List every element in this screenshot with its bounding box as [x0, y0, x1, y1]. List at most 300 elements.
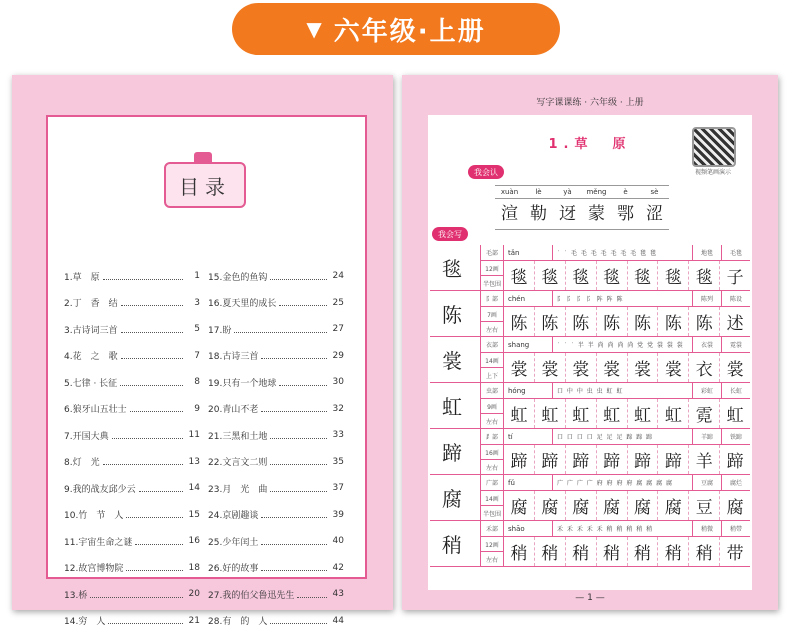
practice-row	[481, 491, 750, 520]
structure: 左右	[481, 414, 503, 428]
toc-page-number: 1	[186, 271, 200, 281]
stroke-order: ˙ ˙ ˙ 半 半 尚 尚 尚 尚 党 党 裳 裳 裳	[553, 337, 693, 352]
practice-cell[interactable]: 衣	[689, 353, 720, 382]
stroke-order: 口 中 中 虫 虫 虹 虹	[553, 383, 693, 398]
practice-cell[interactable]: 稍	[597, 537, 628, 566]
read-pinyin: lè	[524, 185, 553, 199]
write-info	[481, 291, 750, 307]
toc-page-number: 18	[186, 563, 200, 573]
toc-leader	[279, 379, 327, 386]
practice-row	[481, 307, 750, 336]
write-body	[481, 291, 750, 336]
write-row	[430, 291, 750, 337]
practice-cell[interactable]: 毯	[535, 261, 566, 290]
word-1: 豆腐	[693, 475, 722, 490]
toc-entry[interactable]	[208, 535, 352, 548]
toc-leader	[139, 485, 183, 492]
toc-page-number: 21	[186, 616, 200, 626]
stroke-order: 口 口 口 口 足 足 足 蹄 蹄 蹄	[553, 429, 693, 444]
toc-leader	[270, 458, 327, 465]
toc-frame	[46, 115, 367, 579]
practice-cell[interactable]: 蹄	[535, 445, 566, 474]
word-2: 稍带	[722, 521, 750, 536]
practice-cell[interactable]: 裳	[566, 353, 597, 382]
practice-cell[interactable]: 稍	[535, 537, 566, 566]
toc-row	[64, 528, 352, 555]
model-character: 稍	[442, 529, 462, 558]
practice-cell[interactable]: 陈	[535, 307, 566, 336]
toc-page-number: 44	[330, 616, 344, 626]
word-1: 地毯	[693, 245, 722, 260]
structure: 左右	[481, 460, 503, 474]
radical: 禾部	[481, 521, 504, 536]
toc-entry-title: 10.竹 节 人	[64, 508, 123, 521]
character-card	[430, 429, 481, 474]
character-meta	[481, 399, 504, 428]
toc-entry-title: 4.花 之 歌	[64, 349, 118, 362]
stroke-count: 9画	[481, 399, 503, 414]
stroke-order: 阝 阝 阝 阝 阵 阵 陈	[553, 291, 693, 306]
word-2: 陈设	[722, 291, 750, 306]
toc-page-number: 13	[186, 457, 200, 467]
practice-row	[481, 353, 750, 382]
toc-entry-title: 23.月 光 曲	[208, 482, 267, 495]
toc-entry[interactable]	[208, 482, 352, 495]
practice-cell[interactable]: 腐	[597, 491, 628, 520]
character-card	[430, 245, 481, 290]
toc-page-number: 15	[186, 510, 200, 520]
toc-entry[interactable]	[208, 270, 352, 283]
read-cell	[640, 185, 669, 230]
practice-cell[interactable]: 蹄	[504, 445, 535, 474]
toc-entry-title: 14.穷 人	[64, 614, 105, 627]
toc-entry-title: 26.好的故事	[208, 561, 258, 574]
practice-cell[interactable]: 稍	[658, 537, 689, 566]
practice-cell[interactable]: 羊	[689, 445, 720, 474]
practice-cell[interactable]: 带	[720, 537, 750, 566]
read-grid	[495, 185, 669, 230]
practice-cell[interactable]: 稍	[628, 537, 659, 566]
practice-cell[interactable]: 蹄	[658, 445, 689, 474]
stroke-count: 12画	[481, 537, 503, 552]
toc-leader	[121, 326, 183, 333]
practice-cell[interactable]: 虹	[628, 399, 659, 428]
write-body	[481, 521, 750, 566]
word-1: 彩虹	[693, 383, 722, 398]
write-row	[430, 521, 750, 567]
practice-row	[481, 399, 750, 428]
read-character: 渲	[495, 199, 524, 230]
read-character: 涩	[640, 199, 669, 230]
read-character: 鄂	[611, 199, 640, 230]
practice-cell[interactable]: 述	[720, 307, 750, 336]
toc-entry-title: 5.七律 · 长征	[64, 376, 117, 389]
word-1: 羊蹄	[693, 429, 722, 444]
practice-cell[interactable]: 毯	[689, 261, 720, 290]
stroke-order: ˙ ˙ 毛 毛 毛 毛 毛 毛 毛 毯 毯	[553, 245, 693, 260]
toc-entry-title: 6.狼牙山五壮士	[64, 402, 127, 415]
pinyin: shāo	[504, 521, 553, 536]
character-meta	[481, 307, 504, 336]
practice-cell[interactable]: 腐	[504, 491, 535, 520]
toc-leader	[270, 485, 327, 492]
toc-entry-title: 15.金色的鱼钩	[208, 270, 267, 283]
toc-entry-title: 7.开国大典	[64, 429, 109, 442]
toc-page-number: 40	[330, 536, 344, 546]
grade-banner	[232, 3, 560, 55]
toc-leader	[261, 352, 327, 359]
toc-page-number: 29	[330, 351, 344, 361]
structure: 左右	[481, 552, 503, 566]
toc-page-number: 25	[330, 298, 344, 308]
practice-cell[interactable]: 虹	[658, 399, 689, 428]
practice-cell[interactable]: 陈	[689, 307, 720, 336]
radical: 广部	[481, 475, 504, 490]
toc-row	[64, 475, 352, 502]
worksheet-header: 写字课课练 · 六年级 · 上册	[402, 95, 778, 108]
write-row	[430, 429, 750, 475]
stroke-count: 14画	[481, 491, 503, 506]
write-info	[481, 475, 750, 491]
toc-page-number: 24	[330, 271, 344, 281]
toc-row	[64, 555, 352, 582]
read-character: 迓	[553, 199, 582, 230]
toc-entry[interactable]	[64, 455, 208, 468]
stroke-count: 16画	[481, 445, 503, 460]
practice-cell[interactable]: 蹄	[566, 445, 597, 474]
toc-entry-title: 19.只有一个地球	[208, 376, 276, 389]
toc-entry[interactable]	[64, 508, 208, 521]
toc-leader	[130, 405, 183, 412]
read-pinyin: yà	[553, 185, 582, 199]
toc-entry[interactable]	[208, 429, 352, 442]
stroke-count: 14画	[481, 353, 503, 368]
toc-entry-title: 21.三黑和土地	[208, 429, 267, 442]
practice-cell[interactable]: 毯	[566, 261, 597, 290]
practice-cell[interactable]: 稍	[504, 537, 535, 566]
toc-entry[interactable]	[64, 402, 208, 415]
model-character: 陈	[442, 299, 462, 328]
toc-title: 目录	[164, 162, 246, 208]
toc-entry[interactable]	[64, 296, 208, 309]
practice-row	[481, 445, 750, 474]
word-2: 霓裳	[722, 337, 750, 352]
toc-leader	[103, 273, 183, 280]
toc-page-number: 9	[186, 404, 200, 414]
radical: 阝部	[481, 291, 504, 306]
practice-cell[interactable]: 虹	[535, 399, 566, 428]
toc-leader	[261, 405, 327, 412]
toc-entry[interactable]	[64, 482, 208, 495]
write-body	[481, 245, 750, 290]
structure: 半包围	[481, 276, 503, 290]
write-info	[481, 383, 750, 399]
read-cell	[524, 185, 553, 230]
toc-entry[interactable]	[64, 535, 208, 548]
practice-cell[interactable]: 虹	[566, 399, 597, 428]
practice-cell[interactable]: 腐	[535, 491, 566, 520]
toc-page-number: 37	[330, 483, 344, 493]
toc-page-number: 42	[330, 563, 344, 573]
page-number: — 1 —	[402, 593, 778, 603]
toc-leader	[261, 538, 327, 545]
practice-cell[interactable]: 裳	[628, 353, 659, 382]
read-cell	[553, 185, 582, 230]
practice-cell[interactable]: 稍	[689, 537, 720, 566]
toc-page-number: 43	[330, 589, 344, 599]
read-section-pill: 我会认	[468, 165, 504, 179]
toc-entry[interactable]	[208, 402, 352, 415]
read-pinyin: xuàn	[495, 185, 524, 199]
practice-cell[interactable]: 子	[720, 261, 750, 290]
practice-cell[interactable]: 稍	[566, 537, 597, 566]
read-pinyin: è	[611, 185, 640, 199]
qr-code-icon[interactable]	[692, 127, 736, 167]
toc-leader	[90, 591, 183, 598]
toc-leader	[234, 326, 327, 333]
model-character: 腐	[442, 483, 462, 512]
radical: ⻊部	[481, 429, 504, 444]
pinyin: tí	[504, 429, 553, 444]
write-body	[481, 475, 750, 520]
practice-cell[interactable]: 蹄	[628, 445, 659, 474]
toc-leader	[261, 511, 327, 518]
pinyin: shang	[504, 337, 553, 352]
radical: 衣部	[481, 337, 504, 352]
toc-page-number: 27	[330, 324, 344, 334]
toc-leader	[126, 511, 183, 518]
practice-cell[interactable]: 裳	[658, 353, 689, 382]
character-card	[430, 475, 481, 520]
toc-row	[64, 369, 352, 396]
toc-leader	[279, 299, 327, 306]
toc-entry[interactable]	[64, 614, 208, 627]
character-card	[430, 383, 481, 428]
practice-cell[interactable]: 霓	[689, 399, 720, 428]
read-cell	[582, 185, 611, 230]
toc-page-number: 33	[330, 430, 344, 440]
stroke-order: 禾 禾 禾 禾 禾 稍 稍 稍 稍 稍	[553, 521, 693, 536]
toc-entry[interactable]	[208, 561, 352, 574]
character-card	[430, 291, 481, 336]
toc-leader	[112, 432, 183, 439]
write-info	[481, 245, 750, 261]
down-triangle-icon: ▼	[306, 17, 323, 41]
structure: 左右	[481, 322, 503, 336]
lesson-title: 1.草 原	[428, 133, 752, 152]
toc-entry[interactable]	[64, 429, 208, 442]
word-2: 长虹	[722, 383, 750, 398]
toc-leader	[121, 299, 183, 306]
practice-cell[interactable]: 裳	[504, 353, 535, 382]
write-body	[481, 429, 750, 474]
toc-entry[interactable]	[208, 296, 352, 309]
toc-entry[interactable]	[208, 508, 352, 521]
toc-entry[interactable]	[64, 376, 208, 389]
toc-page-number: 20	[186, 589, 200, 599]
toc-leader	[270, 432, 327, 439]
worksheet-paper	[428, 115, 752, 590]
character-meta	[481, 353, 504, 382]
practice-cell[interactable]: 陈	[504, 307, 535, 336]
toc-page-number: 39	[330, 510, 344, 520]
toc-entry[interactable]	[208, 614, 352, 627]
practice-cell[interactable]: 陈	[566, 307, 597, 336]
read-pinyin: sè	[640, 185, 669, 199]
pinyin: tǎn	[504, 245, 553, 260]
toc-entry[interactable]	[208, 455, 352, 468]
practice-cell[interactable]: 裳	[720, 353, 750, 382]
practice-cell[interactable]: 腐	[720, 491, 750, 520]
toc-page	[12, 75, 393, 610]
toc-page-number: 30	[330, 377, 344, 387]
model-character: 毯	[442, 253, 462, 282]
toc-page-number: 5	[186, 324, 200, 334]
toc-entry-title: 9.我的战友邱少云	[64, 482, 136, 495]
toc-leader	[270, 273, 327, 280]
practice-cell[interactable]: 裳	[535, 353, 566, 382]
character-meta	[481, 537, 504, 566]
character-card	[430, 521, 481, 566]
practice-cell[interactable]: 蹄	[720, 445, 750, 474]
radical: 毛部	[481, 245, 504, 260]
practice-cell[interactable]: 陈	[628, 307, 659, 336]
qr-label: 视频笔画演示	[688, 167, 738, 176]
toc-entry-title: 17.盼	[208, 323, 231, 336]
toc-row	[64, 263, 352, 290]
toc-leader	[270, 617, 327, 624]
toc-entry-title: 27.我的伯父鲁迅先生	[208, 588, 294, 601]
toc-entry-title: 11.宇宙生命之谜	[64, 535, 132, 548]
practice-cell[interactable]: 毯	[504, 261, 535, 290]
toc-entry[interactable]	[208, 349, 352, 362]
toc-entry-title: 16.夏天里的成长	[208, 296, 276, 309]
toc-leader	[108, 617, 183, 624]
toc-entry-title: 24.京剧趣谈	[208, 508, 258, 521]
model-character: 裳	[442, 345, 462, 374]
practice-cell[interactable]: 腐	[566, 491, 597, 520]
banner-title: 六年级·上册	[334, 11, 486, 48]
word-1: 稍微	[693, 521, 722, 536]
write-body	[481, 337, 750, 382]
toc-row	[64, 422, 352, 449]
toc-entry-title: 20.青山不老	[208, 402, 258, 415]
toc-page-number: 3	[186, 298, 200, 308]
structure: 上下	[481, 368, 503, 382]
read-pinyin: měng	[582, 185, 611, 199]
radical: 虫部	[481, 383, 504, 398]
model-character: 虹	[442, 391, 462, 420]
toc-entry[interactable]	[64, 588, 208, 601]
write-body	[481, 383, 750, 428]
practice-cell[interactable]: 豆	[689, 491, 720, 520]
toc-entry-title: 3.古诗词三首	[64, 323, 118, 336]
practice-row	[481, 537, 750, 566]
character-meta	[481, 445, 504, 474]
practice-cell[interactable]: 陈	[597, 307, 628, 336]
practice-cell[interactable]: 陈	[658, 307, 689, 336]
write-row	[430, 475, 750, 521]
practice-cell[interactable]: 毯	[658, 261, 689, 290]
stroke-count: 7画	[481, 307, 503, 322]
toc-leader	[135, 538, 183, 545]
word-1: 衣裳	[693, 337, 722, 352]
practice-cell[interactable]: 腐	[628, 491, 659, 520]
practice-cell[interactable]: 裳	[597, 353, 628, 382]
toc-entry-title: 1.草 原	[64, 270, 100, 283]
write-row	[430, 337, 750, 383]
toc-row	[64, 608, 352, 634]
toc-page-number: 8	[186, 377, 200, 387]
pinyin: fǔ	[504, 475, 553, 490]
toc-list	[64, 263, 352, 634]
pinyin: chén	[504, 291, 553, 306]
toc-page-number: 35	[330, 457, 344, 467]
practice-cell[interactable]: 虹	[597, 399, 628, 428]
practice-cell[interactable]: 毯	[628, 261, 659, 290]
model-character: 蹄	[442, 437, 462, 466]
toc-entry-title: 13.桥	[64, 588, 87, 601]
toc-entry[interactable]	[64, 270, 208, 283]
stroke-order: 广 广 广 广 府 府 府 府 腐 腐 腐 腐	[553, 475, 693, 490]
write-row	[430, 383, 750, 429]
toc-entry[interactable]	[208, 323, 352, 336]
toc-entry[interactable]	[208, 588, 352, 601]
word-1: 陈列	[693, 291, 722, 306]
write-table	[430, 245, 750, 567]
pinyin: hóng	[504, 383, 553, 398]
toc-entry[interactable]	[64, 349, 208, 362]
write-section-pill: 我会写	[432, 227, 468, 241]
practice-cell[interactable]: 虹	[504, 399, 535, 428]
write-info	[481, 429, 750, 445]
structure: 半包围	[481, 506, 503, 520]
toc-entry[interactable]	[64, 561, 208, 574]
practice-cell[interactable]: 毯	[597, 261, 628, 290]
toc-leader	[121, 352, 183, 359]
toc-page-number: 32	[330, 404, 344, 414]
word-2: 毛毯	[722, 245, 750, 260]
read-character: 勒	[524, 199, 553, 230]
toc-page-number: 16	[186, 536, 200, 546]
character-meta	[481, 491, 504, 520]
toc-page-number: 14	[186, 483, 200, 493]
toc-entry[interactable]	[64, 323, 208, 336]
character-meta	[481, 261, 504, 290]
word-2: 铁蹄	[722, 429, 750, 444]
read-cell	[495, 185, 524, 230]
practice-cell[interactable]: 虹	[720, 399, 750, 428]
toc-entry-title: 12.故宫博物院	[64, 561, 123, 574]
write-row	[430, 245, 750, 291]
toc-entry[interactable]	[208, 376, 352, 389]
read-character: 蒙	[582, 199, 611, 230]
toc-row	[64, 449, 352, 476]
toc-row	[64, 343, 352, 370]
write-info	[481, 521, 750, 537]
word-2: 腐烂	[722, 475, 750, 490]
practice-cell[interactable]: 腐	[658, 491, 689, 520]
toc-row	[64, 581, 352, 608]
stroke-count: 12画	[481, 261, 503, 276]
toc-entry-title: 8.灯 光	[64, 455, 100, 468]
practice-cell[interactable]: 蹄	[597, 445, 628, 474]
toc-entry-title: 18.古诗三首	[208, 349, 258, 362]
character-card	[430, 337, 481, 382]
toc-row	[64, 396, 352, 423]
toc-row	[64, 290, 352, 317]
toc-leader	[261, 564, 327, 571]
